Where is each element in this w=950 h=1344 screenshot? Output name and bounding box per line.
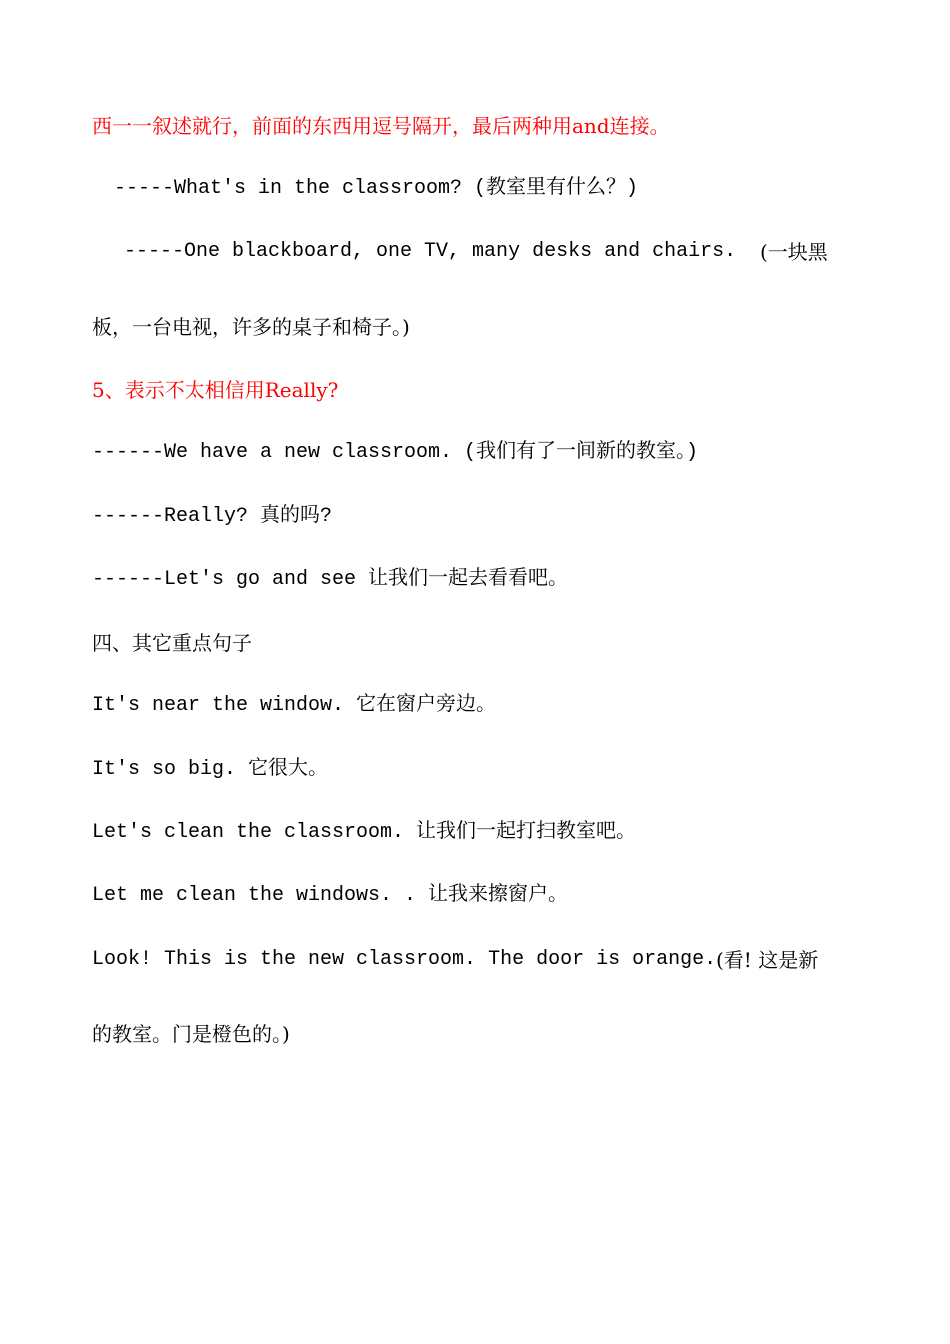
sentence-so-big: It's so big. 它很大。	[92, 758, 329, 781]
dialog-really: ------Really? 真的吗?	[92, 505, 333, 528]
dialog-answer-translation-end: 板，一台电视，许多的桌子和椅子。)	[92, 315, 410, 339]
dialog-answer-blackboard: -----One blackboard, one TV, many desks and chairs.	[124, 240, 737, 263]
dialog-lets-go-and-see: ------Let's go and see 让我们一起去看看吧。	[92, 568, 569, 591]
sentence-look-translation-end: 的教室。门是橙色的。)	[92, 1022, 290, 1046]
sentence-clean-classroom: Let's clean the classroom. 让我们一起打扫教室吧。	[92, 821, 637, 844]
sentence-look-translation-start: (看! 这是新	[716, 948, 819, 972]
sentence-near-window: It's near the window. 它在窗户旁边。	[92, 694, 497, 717]
dialog-answer-translation-start: (一块黑	[760, 240, 828, 264]
dialog-new-classroom: ------We have a new classroom. (我们有了一间新的教室。)	[92, 441, 699, 464]
sentence-clean-windows: Let me clean the windows. . 让我来擦窗户。	[92, 884, 569, 907]
instruction-line-and-connector: 西一一叙述就行，前面的东西用逗号隔开，最后两种用and连接。	[92, 114, 670, 138]
section-heading-key-sentences: 四、其它重点句子	[92, 631, 252, 655]
dialog-question-whats-in-classroom: -----What's in the classroom? (教室里有什么？)	[114, 177, 639, 200]
sentence-look-new-classroom: Look! This is the new classroom. The door is orange.	[92, 948, 717, 971]
section-heading-really: 5、表示不太相信用Really?	[92, 378, 339, 402]
